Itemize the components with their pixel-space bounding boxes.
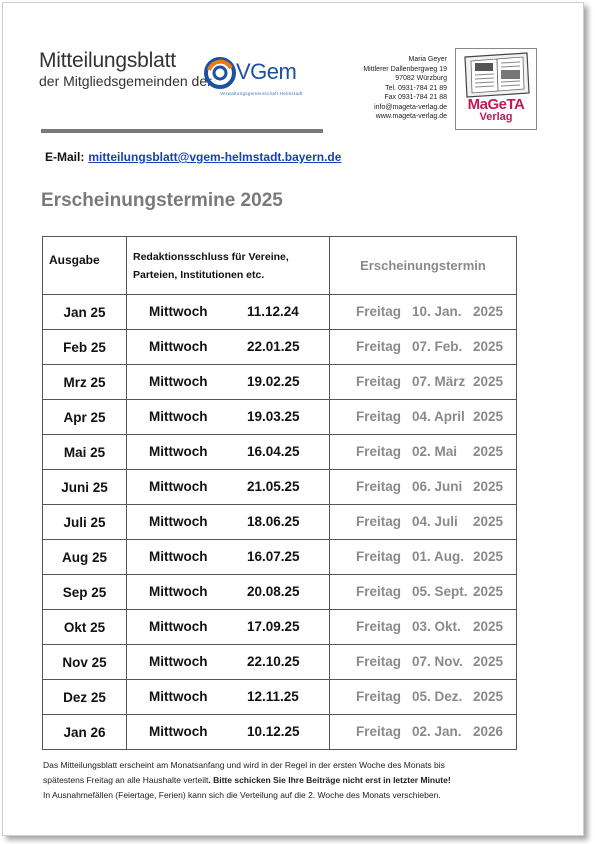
cell-ausgabe: Apr 25 [43,400,127,435]
cell-redaktionsschluss [127,330,330,365]
email-line [45,150,341,164]
publication-weekday: Freitag [356,724,402,739]
address-line: info@mageta-verlag.de [374,103,447,111]
deadline-date: 21.05.25 [247,479,300,494]
cell-ausgabe: Feb 25 [43,330,127,365]
cell-redaktionsschluss [127,400,330,435]
publication-weekday: Freitag [356,654,402,669]
mageta-verlag-logo [455,48,537,130]
cell-redaktionsschluss [127,295,330,330]
email-link[interactable]: mitteilungsblatt@vgem-helmstadt.bayern.de [88,150,342,164]
publication-brand [39,50,212,89]
cell-redaktionsschluss [127,575,330,610]
email-label: E-Mail: [45,150,85,164]
column-header-redaktionsschluss: Redaktionsschluss für Vereine, Parteien, Institutionen etc. [127,237,330,295]
deadline-weekday: Mittwoch [149,654,208,669]
mageta-sub: Verlag [479,111,513,123]
publication-date: 07. Nov. [412,654,463,669]
footnote-line: In Ausnahmefällen (Feiertage, Ferien) kann sich die Verteilung auf die 2. Woche des Monats verschieben. [43,790,441,800]
publication-date: 04. Juli [412,514,458,529]
footnote-line: Das Mitteilungsblatt erscheint am Monatsanfang und wird in der Regel in der ersten Woche des Monats bis [43,760,445,770]
cell-ausgabe: Mrz 25 [43,365,127,400]
deadline-weekday: Mittwoch [149,689,208,704]
publisher-address [343,55,447,122]
publication-weekday: Freitag [356,304,402,319]
cell-erscheinungstermin [330,680,517,715]
cell-erscheinungstermin [330,715,517,750]
cell-redaktionsschluss [127,540,330,575]
deadline-weekday: Mittwoch [149,444,208,459]
cell-redaktionsschluss [127,610,330,645]
publication-year: 2025 [473,584,504,599]
publication-subtitle: der Mitgliedsgemeinden der [39,73,212,89]
mageta-name: MaGeTA [467,96,525,113]
publication-date: 06. Juni [412,479,463,494]
cell-erscheinungstermin [330,295,517,330]
publication-date: 07. März [412,374,466,389]
publication-year: 2025 [473,444,504,459]
table-row [43,435,517,470]
publication-date: 04. April [412,409,465,424]
table-row [43,330,517,365]
cell-erscheinungstermin [330,435,517,470]
table-row [43,505,517,540]
deadline-weekday: Mittwoch [149,549,208,564]
publication-date: 07. Feb. [412,339,463,354]
publication-year: 2025 [473,479,504,494]
publication-weekday: Freitag [356,619,402,634]
footnote-line: spätestens Freitag an alle Haushalte verteilt. Bitte schicken Sie Ihre Beiträge nicht erst in letzter Minute! [43,775,451,785]
table-row [43,575,517,610]
publication-weekday: Freitag [356,584,402,599]
page-title: Erscheinungstermine 2025 [41,190,283,211]
publication-date: 01. Aug. [412,549,465,564]
publication-weekday: Freitag [356,689,402,704]
cell-redaktionsschluss [127,435,330,470]
publication-year: 2025 [473,304,504,319]
table-row [43,680,517,715]
deadline-date: 11.12.24 [247,304,299,319]
column-header-erscheinungstermin: Erscheinungstermin [330,237,517,295]
table-row [43,610,517,645]
publication-year: 2026 [473,724,504,739]
address-line: www.mageta-verlag.de [375,113,447,120]
cell-erscheinungstermin [330,400,517,435]
cell-redaktionsschluss [127,680,330,715]
publication-title: Mitteilungsblatt [39,49,176,72]
publication-date: 10. Jan. [412,304,462,319]
cell-ausgabe: Aug 25 [43,540,127,575]
footnote [43,758,533,803]
cell-ausgabe: Mai 25 [43,435,127,470]
publication-weekday: Freitag [356,479,402,494]
cell-redaktionsschluss [127,365,330,400]
publication-weekday: Freitag [356,339,402,354]
deadline-date: 10.12.25 [247,724,300,739]
cell-ausgabe: Jan 26 [43,715,127,750]
deadline-weekday: Mittwoch [149,619,208,634]
table-row [43,645,517,680]
deadline-date: 17.09.25 [247,619,300,634]
cell-erscheinungstermin [330,645,517,680]
cell-ausgabe: Sep 25 [43,575,127,610]
address-line: Mittlerer Dallenbergweg 19 [363,65,447,73]
publication-weekday: Freitag [356,444,402,459]
publication-year: 2025 [473,339,504,354]
cell-redaktionsschluss [127,505,330,540]
address-line: Tel. 0931-784 21 89 [385,84,447,92]
publication-weekday: Freitag [356,374,402,389]
column-header-ausgabe: Ausgabe [43,237,127,295]
publication-date: 02. Jan. [412,724,462,739]
publication-year: 2025 [473,374,504,389]
cell-ausgabe: Jan 25 [43,295,127,330]
publication-date: 05. Dez. [412,689,463,704]
deadline-date: 16.07.25 [247,549,300,564]
cell-erscheinungstermin [330,330,517,365]
deadline-date: 19.03.25 [247,409,300,424]
deadline-weekday: Mittwoch [149,374,208,389]
table-row [43,365,517,400]
cell-erscheinungstermin [330,505,517,540]
deadline-date: 22.10.25 [247,654,300,669]
table-row [43,540,517,575]
table-row [43,470,517,505]
cell-ausgabe: Dez 25 [43,680,127,715]
deadline-weekday: Mittwoch [149,479,208,494]
deadline-weekday: Mittwoch [149,724,208,739]
cell-erscheinungstermin [330,540,517,575]
cell-erscheinungstermin [330,365,517,400]
schedule-table [42,236,517,750]
publication-weekday: Freitag [356,514,402,529]
header-rule [41,129,323,133]
cell-erscheinungstermin [330,610,517,645]
cell-redaktionsschluss [127,645,330,680]
deadline-weekday: Mittwoch [149,514,208,529]
cell-ausgabe: Okt 25 [43,610,127,645]
deadline-date: 22.01.25 [247,339,300,354]
publication-year: 2025 [473,689,504,704]
address-line: Maria Geyer [408,56,447,63]
vgem-wordmark: VGem [236,59,297,84]
vgem-swirl-icon [203,56,237,90]
cell-ausgabe: Juli 25 [43,505,127,540]
deadline-weekday: Mittwoch [149,339,208,354]
publication-weekday: Freitag [356,409,402,424]
cell-redaktionsschluss [127,470,330,505]
cell-ausgabe: Juni 25 [43,470,127,505]
address-line: Fax 0931-784 21 88 [384,94,447,101]
publication-date: 02. Mai [412,444,458,459]
deadline-date: 20.08.25 [247,584,300,599]
publication-year: 2025 [473,514,504,529]
publication-year: 2025 [473,409,504,424]
deadline-weekday: Mittwoch [149,304,208,319]
table-row [43,715,517,750]
cell-erscheinungstermin [330,575,517,610]
publication-year: 2025 [473,654,504,669]
document-page [2,2,584,836]
cell-redaktionsschluss [127,715,330,750]
deadline-weekday: Mittwoch [149,584,208,599]
publication-date: 05. Sept. [412,584,468,599]
deadline-date: 16.04.25 [247,444,300,459]
address-line: 97082 Würzburg [395,75,447,82]
deadline-date: 12.11.25 [247,689,299,704]
deadline-weekday: Mittwoch [149,409,208,424]
cell-ausgabe: Nov 25 [43,645,127,680]
publication-date: 03. Okt. [412,619,461,634]
deadline-date: 18.06.25 [247,514,300,529]
deadline-date: 19.02.25 [247,374,300,389]
vgem-logo [203,56,323,106]
publication-weekday: Freitag [356,549,402,564]
newspaper-icon [457,51,535,99]
cell-erscheinungstermin [330,470,517,505]
table-row [43,400,517,435]
publication-year: 2025 [473,549,504,564]
vgem-tagline: Verwaltungsgemeinschaft Helmstadt [220,91,303,96]
table-row [43,295,517,330]
table-header-row [43,237,517,295]
publication-year: 2025 [473,619,504,634]
